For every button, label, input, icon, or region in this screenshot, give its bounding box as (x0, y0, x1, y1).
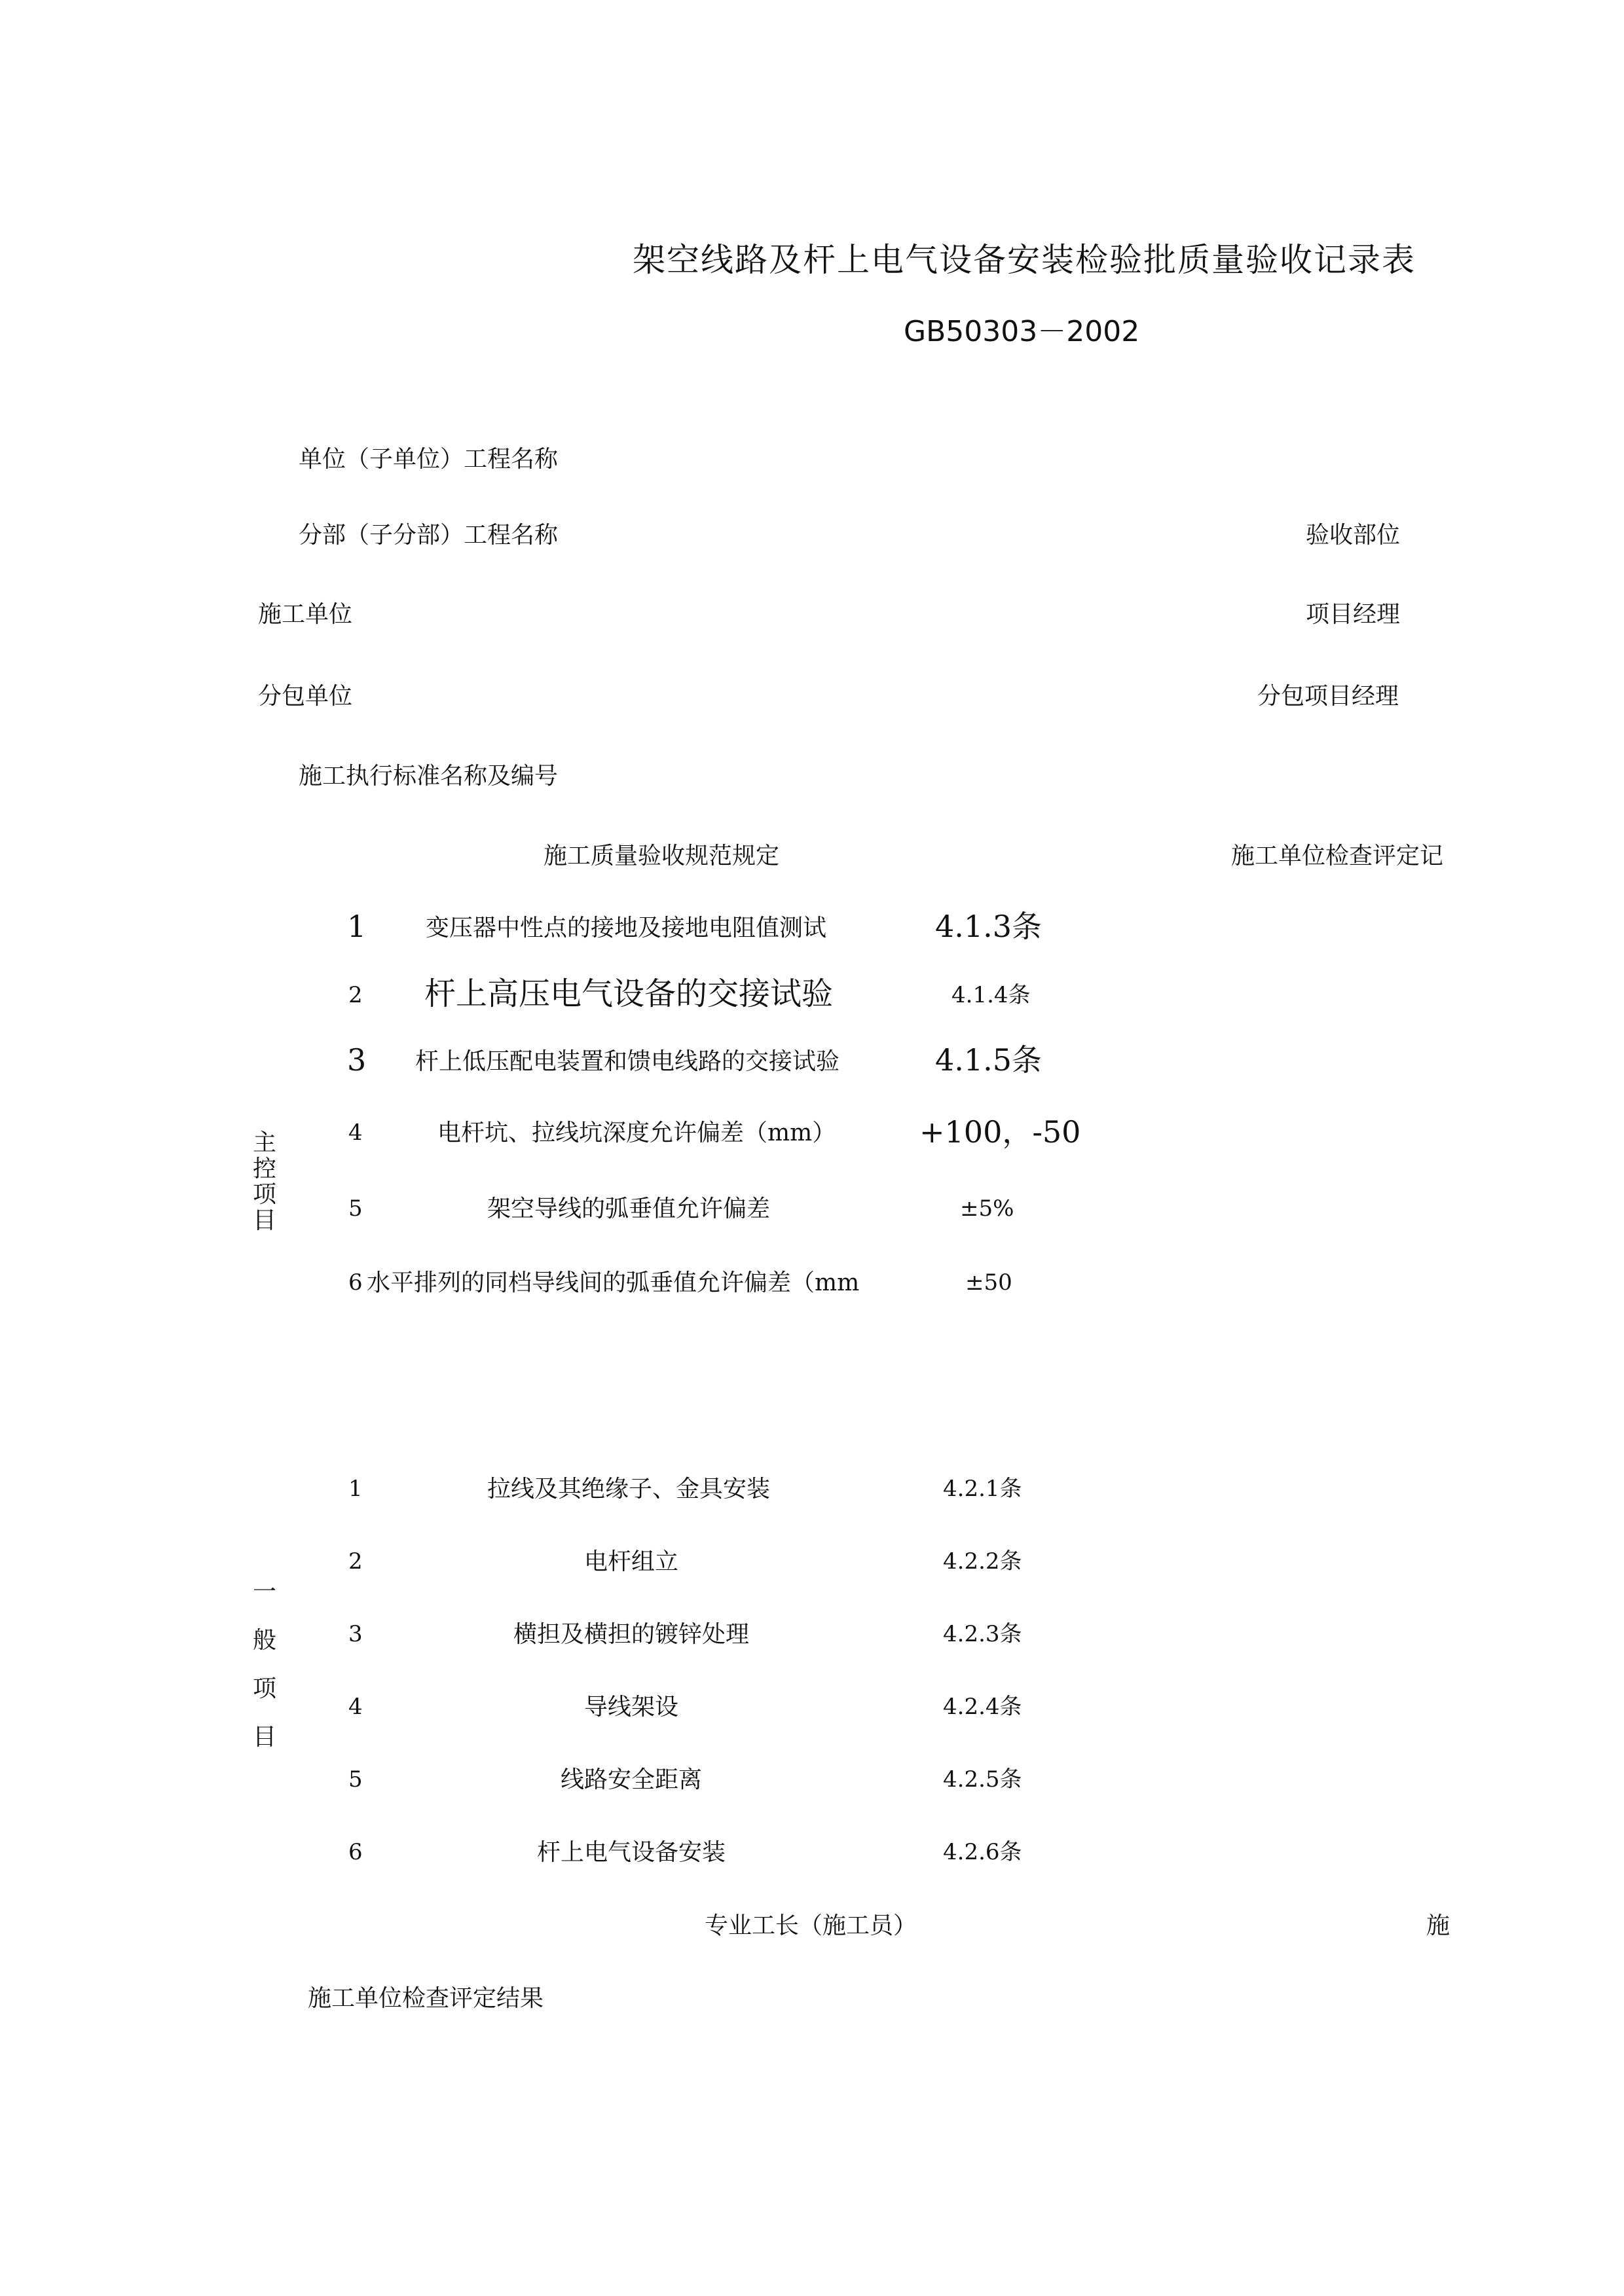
general-item-number: 1 (348, 1476, 363, 1502)
general-item-number: 3 (348, 1621, 363, 1647)
main-item-clause: +100，-50 (919, 1114, 1081, 1150)
main-item-name: 水平排列的同档导线间的弧垂值允许偏差（mm (367, 1269, 860, 1296)
general-item-number: 6 (348, 1839, 363, 1865)
cut-label: 施 (1426, 1912, 1450, 1939)
main-item-number: 1 (347, 909, 367, 944)
subcontract-unit-label: 分包单位 (258, 683, 353, 710)
general-item-clause: 4.2.6条 (943, 1839, 1022, 1865)
check-column-header: 施工单位检查评定记 (1231, 843, 1444, 869)
sub-project-name-label: 分部（子分部）工程名称 (299, 522, 559, 549)
general-item-name: 杆上电气设备安装 (537, 1839, 726, 1866)
main-item-name: 架空导线的弧垂值允许偏差 (487, 1195, 771, 1222)
general-item-number: 4 (348, 1694, 363, 1720)
main-item-name: 变压器中性点的接地及接地电阻值测试 (426, 915, 827, 941)
result-label: 施工单位检查评定结果 (308, 1985, 544, 2012)
general-item-clause: 4.2.2条 (943, 1548, 1022, 1575)
main-item-number: 5 (348, 1195, 363, 1222)
general-item-name: 拉线及其绝缘子、金具安装 (487, 1476, 771, 1503)
foreman-label: 专业工长（施工员） (705, 1912, 917, 1939)
construction-unit-label: 施工单位 (258, 601, 353, 628)
main-item-clause: ±5% (960, 1195, 1014, 1222)
general-item-name: 线路安全距离 (561, 1766, 703, 1793)
main-item-clause: ±50 (965, 1269, 1012, 1296)
main-item-name: 电杆坑、拉线坑深度允许偏差（mm） (437, 1120, 836, 1146)
main-item-clause: 4.1.4条 (951, 982, 1031, 1008)
acceptance-part-label: 验收部位 (1306, 522, 1401, 549)
general-items-label: 一 般 项 目 (252, 1578, 276, 1751)
standard-code: GB50303－2002 (904, 315, 1140, 348)
main-item-name: 杆上高压电气设备的交接试验 (424, 975, 834, 1012)
subcontract-manager-label: 分包项目经理 (1257, 683, 1399, 710)
general-item-name: 导线架设 (584, 1694, 679, 1721)
main-item-number: 4 (348, 1120, 363, 1146)
general-item-name: 电杆组立 (584, 1548, 679, 1575)
main-item-clause: 4.1.5条 (935, 1042, 1043, 1078)
general-item-clause: 4.2.4条 (943, 1694, 1022, 1720)
general-item-clause: 4.2.5条 (943, 1766, 1022, 1793)
main-item-number: 2 (348, 982, 363, 1008)
cut-label-clip (1426, 1912, 1450, 1942)
general-item-number: 2 (348, 1548, 363, 1575)
unit-project-name-label: 单位（子单位）工程名称 (299, 446, 559, 473)
main-item-clause: 4.1.3条 (935, 909, 1043, 944)
main-item-name-clip (367, 1268, 866, 1297)
project-manager-label: 项目经理 (1306, 601, 1401, 628)
main-item-name: 杆上低压配电装置和馈电线路的交接试验 (415, 1048, 840, 1075)
spec-column-header: 施工质量验收规范规定 (544, 843, 780, 869)
general-item-name: 横担及横担的镀锌处理 (513, 1621, 750, 1648)
general-item-number: 5 (348, 1766, 363, 1793)
standard-name-label: 施工执行标准名称及编号 (299, 763, 559, 790)
main-item-number: 3 (347, 1042, 367, 1078)
general-item-clause: 4.2.3条 (943, 1621, 1022, 1647)
main-item-number: 6 (348, 1269, 363, 1296)
main-control-label: 主 控 项 目 (252, 1129, 276, 1234)
page-title: 架空线路及杆上电气设备安装检验批质量验收记录表 (633, 241, 1416, 279)
general-item-clause: 4.2.1条 (943, 1476, 1022, 1502)
